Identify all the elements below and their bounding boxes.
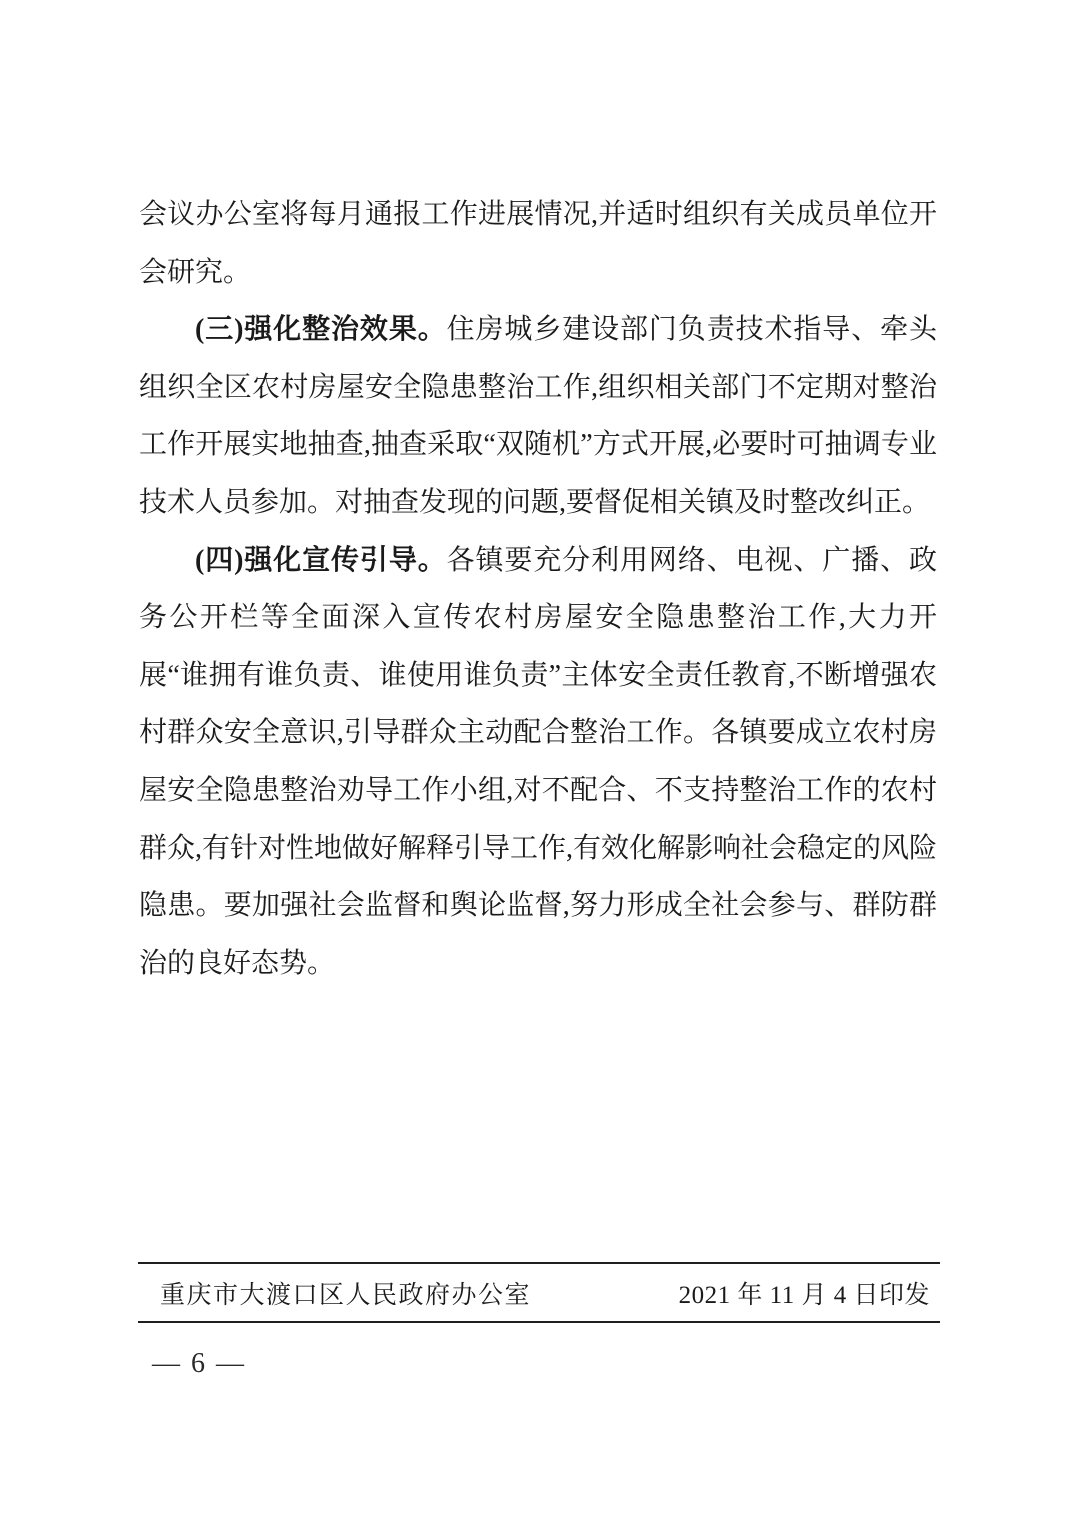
page-number: — 6 — <box>152 1348 246 1379</box>
paragraph-section-four <box>139 532 937 993</box>
section-three-heading: (三)强化整治效果。 <box>195 314 447 346</box>
document-body <box>139 186 937 992</box>
paragraph-section-three <box>139 301 937 531</box>
paragraph-text: 会议办公室将每月通报工作进展情况,并适时组织有关成员单位开会研究。 <box>139 199 937 288</box>
paragraph-text: 住房城乡建设部门负责技术指导、牵头组织全区农村房屋安全隐患整治工作,组织相关部门不定期对整治工作开展实地抽查,抽查采取“双随机”方式开展,必要时可抽调专业技术人员参加。对抽查发现的问题,要督促相关镇及时整改纠正。 <box>139 314 937 518</box>
print-date: 2021 年 11 月 4 日印发 <box>678 1281 930 1309</box>
footer-bottom-rule <box>138 1321 940 1323</box>
paragraph-continuation <box>139 186 937 301</box>
issuing-office: 重庆市大渡口区人民政府办公室 <box>160 1281 532 1309</box>
imprint-line <box>138 1264 940 1321</box>
section-four-heading: (四)强化宣传引导。 <box>195 544 447 576</box>
paragraph-text: 各镇要充分利用网络、电视、广播、政务公开栏等全面深入宣传农村房屋安全隐患整治工作,大力开展“谁拥有谁负责、谁使用谁负责”主体安全责任教育,不断增强农村群众安全意识,引导群众主动配合整治工作。各镇要成立农村房屋安全隐患整治劝导工作小组,对不配合、不支持整治工作的农村群众,有针对性地做好解释引导工作,有效化解影响社会稳定的风险隐患。要加强社会监督和舆论监督,努力形成全社会参与、群防群治的良好态势。 <box>139 544 938 979</box>
